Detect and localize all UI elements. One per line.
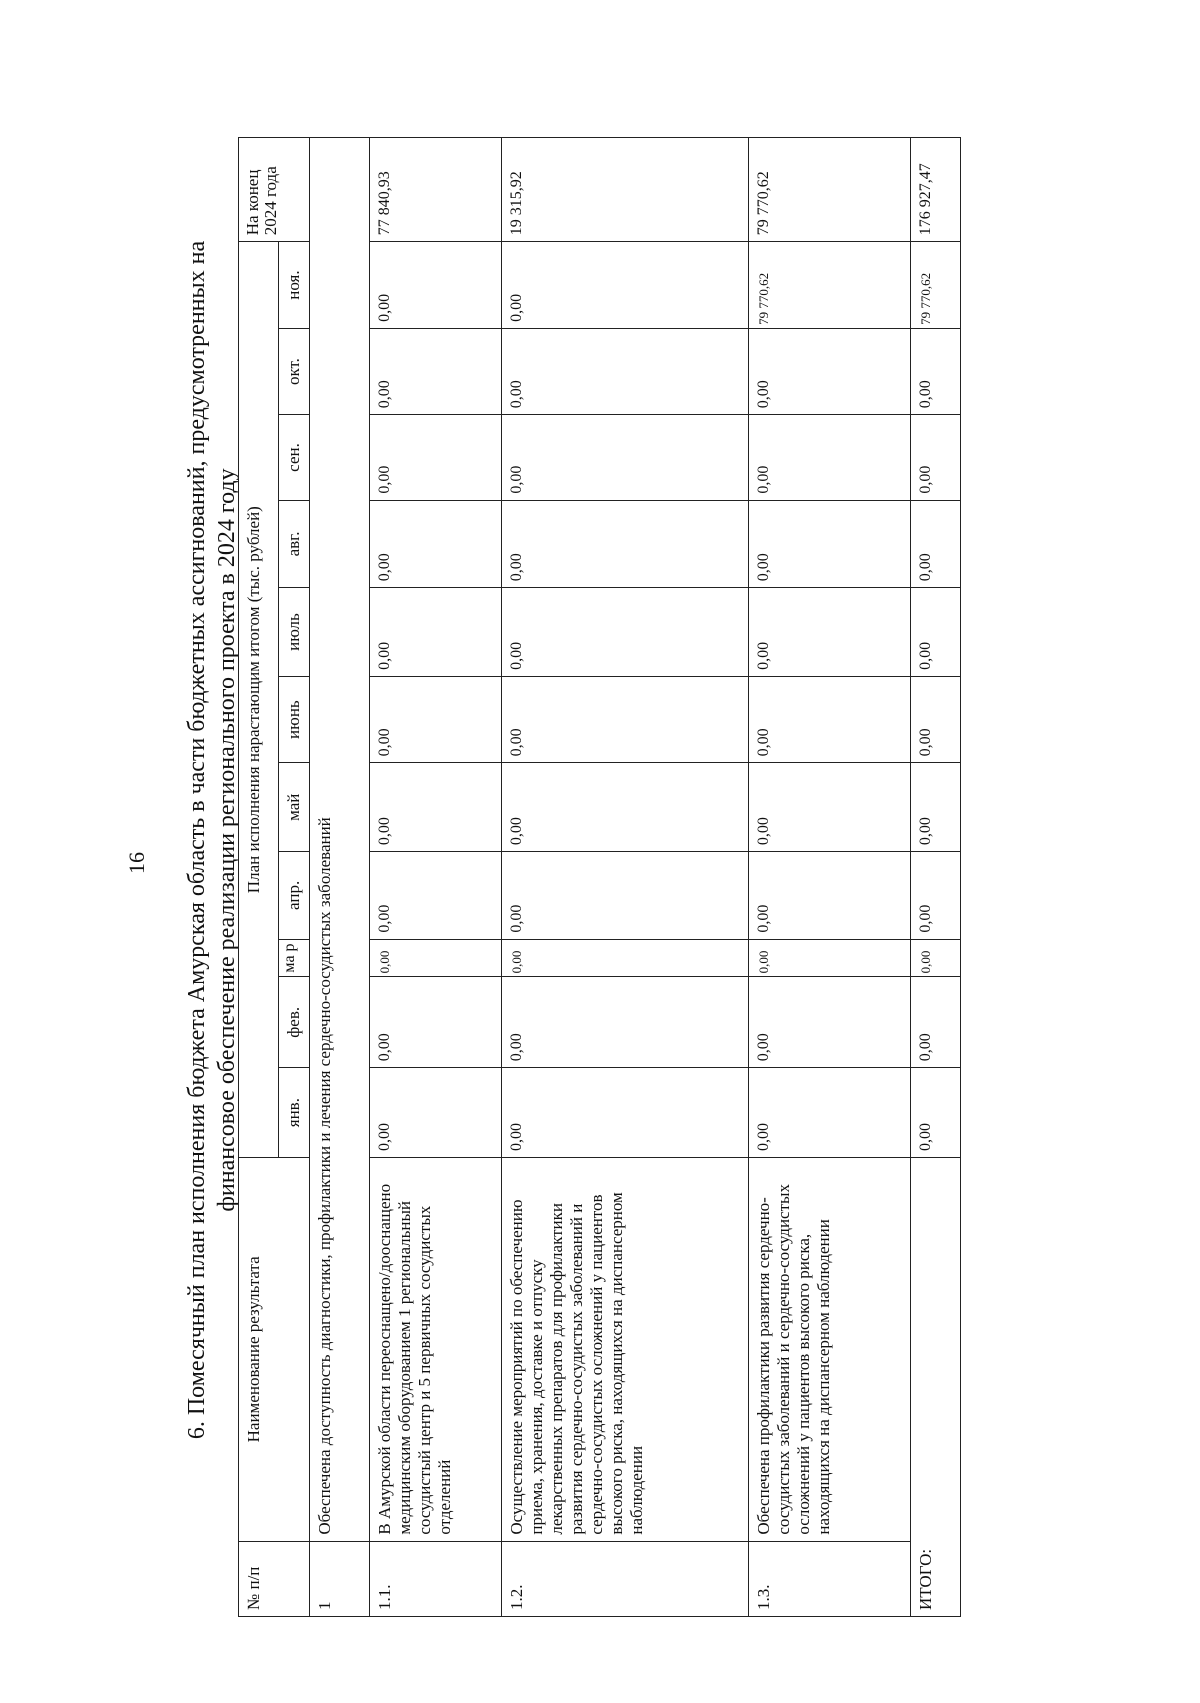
row-month-value: 0,00 <box>502 1068 749 1158</box>
row-month-value: 0,00 <box>749 977 911 1068</box>
page-number: 16 <box>124 852 149 874</box>
document-title <box>182 80 242 1600</box>
total-month-value: 0,00 <box>911 328 961 414</box>
header-month-jul: июль <box>279 588 310 677</box>
total-month-value: 0,00 <box>911 676 961 762</box>
row-month-value: 0,00 <box>370 242 502 329</box>
row-month-value: 0,00 <box>370 939 502 977</box>
row-month-value: 0,00 <box>502 977 749 1068</box>
header-month-feb: фев. <box>279 977 310 1068</box>
row-month-value: 0,00 <box>749 415 911 500</box>
row-month-value: 0,00 <box>502 415 749 500</box>
row-month-value: 0,00 <box>502 939 749 977</box>
rotated-table-wrapper <box>238 137 978 1617</box>
row-month-value: 0,00 <box>502 852 749 940</box>
row-month-value: 0,00 <box>749 588 911 677</box>
row-month-value: 79 770,62 <box>749 242 911 329</box>
row-month-value: 0,00 <box>370 763 502 852</box>
row-month-value: 0,00 <box>502 500 749 588</box>
total-month-value: 0,00 <box>911 852 961 940</box>
row-result-name: Осуществление мероприятий по обеспечению приема, хранения, доставке и отпуску лекарственных препаратов для профилактики развития сердечно-сосудистых заболеваний и сердечно-сосудистых осложнений у пациентов высокого риска, находящихся на диспансерном наблюдении <box>502 1158 749 1542</box>
row-month-value: 0,00 <box>749 763 911 852</box>
row-month-value: 0,00 <box>749 852 911 940</box>
row-month-value: 0,00 <box>502 242 749 329</box>
row-month-value: 0,00 <box>749 676 911 762</box>
section-row <box>310 138 370 1617</box>
row-month-value: 0,00 <box>502 676 749 762</box>
header-row-1 <box>239 138 279 1617</box>
header-result-name: Наименование результата <box>239 1158 310 1542</box>
row-month-value: 0,00 <box>370 415 502 500</box>
total-month-value: 0,00 <box>911 763 961 852</box>
header-month-may: май <box>279 763 310 852</box>
total-month-value: 79 770,62 <box>911 242 961 329</box>
row-end-value: 19 315,92 <box>502 138 749 242</box>
title-line-1: 6. Помесячный план исполнения бюджета Амурская область в части бюджетных ассигнований, предусмотренных на <box>184 240 210 1440</box>
table-row <box>370 138 502 1617</box>
section-index: 1 <box>310 1541 370 1616</box>
section-title: Обеспечена доступность диагностики, профилактики и лечения сердечно-сосудистых заболеваний <box>310 138 370 1542</box>
total-month-value: 0,00 <box>911 500 961 588</box>
total-month-value: 0,00 <box>911 977 961 1068</box>
header-month-aug: авг. <box>279 500 310 588</box>
budget-plan-table <box>238 137 961 1617</box>
row-month-value: 0,00 <box>370 676 502 762</box>
header-month-apr: апр. <box>279 852 310 940</box>
row-month-value: 0,00 <box>749 1068 911 1158</box>
header-plan: План исполнения нарастающим итогом (тыс. рублей) <box>239 242 279 1158</box>
header-month-oct: окт. <box>279 328 310 414</box>
row-month-value: 0,00 <box>370 328 502 414</box>
header-month-nov: ноя. <box>279 242 310 329</box>
table-row <box>502 138 749 1617</box>
total-month-value: 0,00 <box>911 1068 961 1158</box>
row-end-value: 77 840,93 <box>370 138 502 242</box>
table-row <box>749 138 911 1617</box>
row-result-name: Обеспечена профилактики развития сердечно-сосудистых заболеваний и сердечно-сосудистых осложнений у пациентов высокого риска, находящихся на диспансерном наблюдении <box>749 1158 911 1542</box>
row-month-value: 0,00 <box>749 500 911 588</box>
row-month-value: 0,00 <box>370 1068 502 1158</box>
total-label: ИТОГО: <box>911 1158 961 1617</box>
header-month-mar: ма р <box>279 939 310 977</box>
row-month-value: 0,00 <box>370 588 502 677</box>
title-line-2: финансовое обеспечение реализации регионального проекта в 2024 году <box>214 468 240 1212</box>
header-month-jun: июнь <box>279 676 310 762</box>
row-index: 1.3. <box>749 1541 911 1616</box>
row-result-name: В Амурской области переоснащено/дооснащено медицинским оборудованием 1 региональный сосудистый центр и 5 первичных сосудистых отделений <box>370 1158 502 1542</box>
header-month-sep: сен. <box>279 415 310 500</box>
header-end-of-year: На конец 2024 года <box>239 138 310 242</box>
total-row <box>911 138 961 1617</box>
row-month-value: 0,00 <box>749 328 911 414</box>
row-month-value: 0,00 <box>502 588 749 677</box>
total-end-value: 176 927,47 <box>911 138 961 242</box>
row-month-value: 0,00 <box>370 852 502 940</box>
row-month-value: 0,00 <box>370 977 502 1068</box>
row-end-value: 79 770,62 <box>749 138 911 242</box>
row-month-value: 0,00 <box>370 500 502 588</box>
header-number: № п/п <box>239 1541 310 1616</box>
row-index: 1.2. <box>502 1541 749 1616</box>
row-month-value: 0,00 <box>502 328 749 414</box>
total-month-value: 0,00 <box>911 939 961 977</box>
total-month-value: 0,00 <box>911 415 961 500</box>
row-month-value: 0,00 <box>749 939 911 977</box>
header-month-jan: янв. <box>279 1068 310 1158</box>
row-month-value: 0,00 <box>502 763 749 852</box>
row-index: 1.1. <box>370 1541 502 1616</box>
total-month-value: 0,00 <box>911 588 961 677</box>
